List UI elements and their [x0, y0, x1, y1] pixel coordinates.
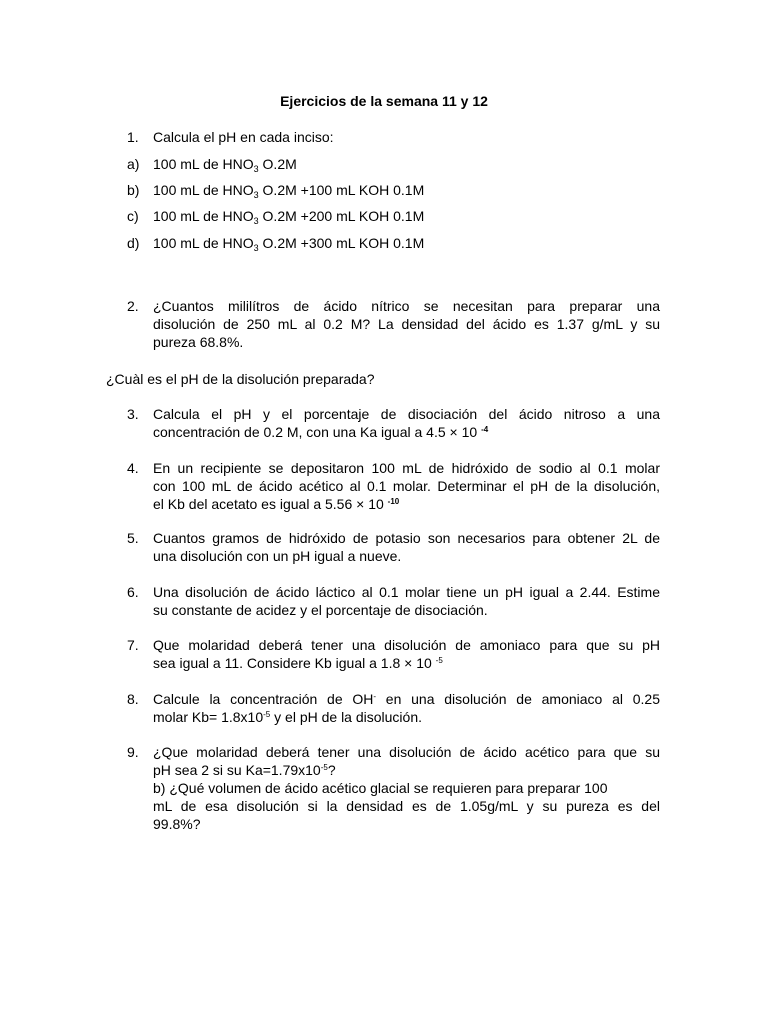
- question-number: 5.: [127, 530, 139, 546]
- question-text: Cuantos gramos de hidróxido de potasio son necesarios para obtener 2L de una disolución con un pH igual a nueve.: [153, 530, 660, 564]
- question-number: 6.: [127, 584, 139, 600]
- page-title: Ejercicios de la semana 11 y 12: [280, 93, 488, 109]
- question-text: ¿Que molaridad deberá tener una disolución de ácido acético para que su pH sea 2 si su $Ka=1.79x10^{-5}$? b) ¿Qué volumen de ácido acético glacial se requieren para preparar 100 mL de esa disolución si la densidad es de 1.05g/mL y su pureza es del 99.8%?: [153, 744, 660, 832]
- question-text: Calcula el pH en cada inciso:: [153, 129, 334, 145]
- question-text: Que molaridad deberá tener una disolución de amoniaco para que su pH sea igual a 11. Considere Kb igual a 1.8 × 10 $^{-5}$: [153, 637, 660, 671]
- question-number: 7.: [127, 637, 139, 653]
- question-number: 3.: [127, 406, 139, 422]
- question-number: 9.: [127, 744, 139, 760]
- subitem-label: b): [127, 182, 140, 198]
- question-number: 4.: [127, 460, 139, 476]
- question-text: ¿Cuantos mililítros de ácido nítrico se necesitan para preparar una disolución de 250 mL al 0.2 M? La densidad del ácido es 1.37 g/mL y su pureza 68.8%.: [153, 298, 660, 350]
- question-text: Calcule la concentración de OH- en una disolución de amoniaco al 0.25 molar $Kb= 1.8x10^{-5}$ y el pH de la disolución.: [153, 691, 660, 725]
- followup-question: ¿Cuàl es el pH de la disolución preparada?: [106, 371, 375, 387]
- question-text: Una disolución de ácido láctico al 0.1 molar tiene un pH igual a 2.44. Estime su constante de acidez y el porcentaje de disociación.: [153, 584, 660, 618]
- question-text: Calcula el pH y el porcentaje de disociación del ácido nitroso a una concentración de 0.2 M, con una Ka igual a 4.5 × 10 $^{-4}$: [153, 406, 660, 440]
- subitem-text: 100 mL de $HNO_3$ O.2M +300 mL KOH 0.1M: [153, 235, 425, 253]
- subitem-text: 100 mL de $HNO_3$ O.2M +100 mL KOH 0.1M: [153, 182, 425, 200]
- subitem-label: a): [127, 156, 140, 172]
- subitem-text: 100 mL de $HNO_3$ O.2M +200 mL KOH 0.1M: [153, 208, 425, 226]
- subitem-text: 100 mL de $HNO_3$ O.2M: [153, 156, 297, 174]
- question-text: En un recipiente se depositaron 100 mL de hidróxido de sodio al 0.1 molar con 100 mL de ácido acético al 0.1 molar. Determinar el pH de la disolución, el Kb del acetato es igual a 5.56 × 10 $^{-10}$: [153, 460, 660, 512]
- question-number: 8.: [127, 691, 139, 707]
- question-number: 1.: [127, 129, 139, 145]
- question-number: 2.: [127, 298, 139, 314]
- subitem-label: d): [127, 235, 140, 251]
- subitem-label: c): [127, 208, 139, 224]
